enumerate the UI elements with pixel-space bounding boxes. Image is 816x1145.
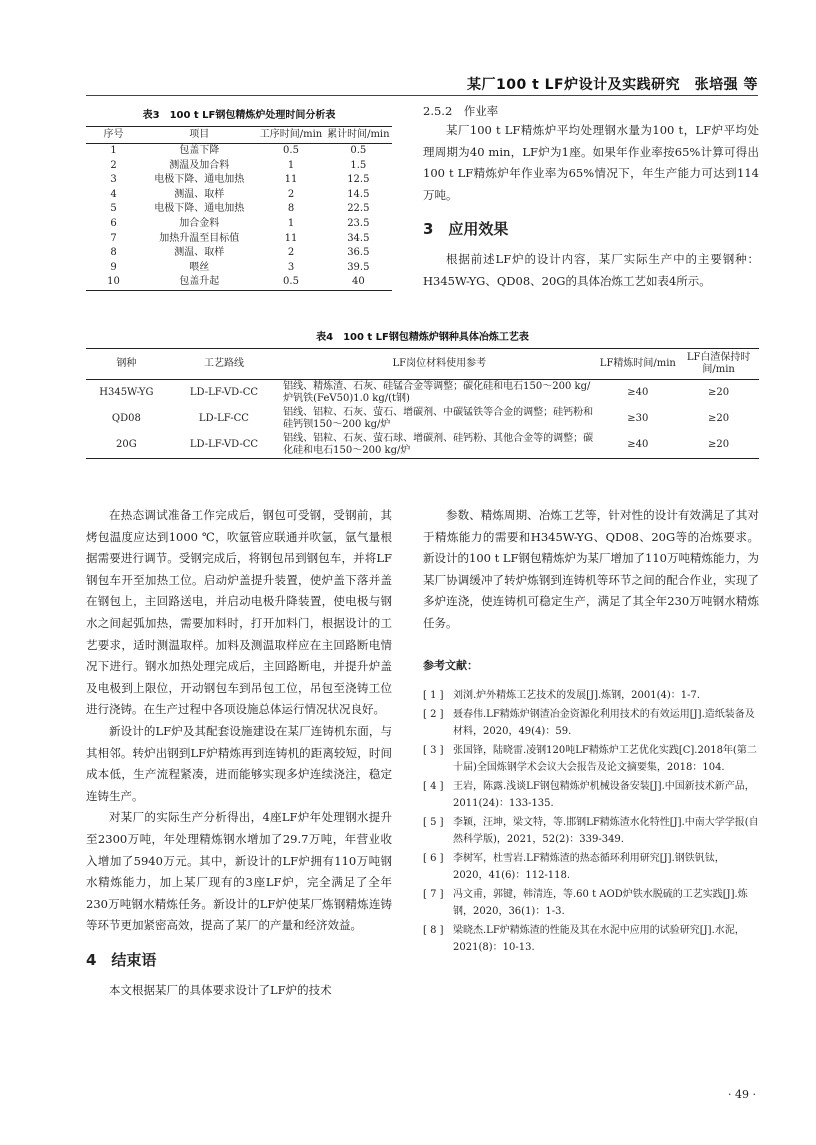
- table4-header-cell: 工艺路线: [167, 349, 281, 380]
- table3-cell: 39.5: [347, 261, 370, 273]
- reference-text: 聂春伟.LF精炼炉钢渣冶金资源化利用技术的有效运用[J].造纸装备及材料，2020，49(4)：59.: [453, 708, 755, 737]
- reference-number: [ 3 ]: [423, 744, 444, 756]
- table3: [86, 126, 392, 291]
- table3-cell: 包盖下降: [179, 145, 220, 156]
- table4-cell-white: ≥20: [708, 387, 730, 398]
- table3-caption: 表3 100 t LF钢包精炼炉处理时间分析表: [142, 110, 336, 121]
- table3-cell: 包盖升起: [141, 275, 257, 290]
- reference-text: 李树军，杜雪岩.LF精炼渣的热态循环利用研究[J].钢铁钒钛，2020，41(6)：112-118.: [453, 852, 725, 881]
- table4-cell-materials: 铝线、精炼渣、石灰、硅锰合金等调整；碳化硅和电石150～200 kg/炉钒铁(FeV50)1.0 kg/(t钢): [283, 381, 591, 404]
- left-column-body: [86, 505, 392, 1001]
- table3-cell: 8: [110, 247, 117, 259]
- reference-item: [423, 850, 759, 884]
- reference-number: [ 8 ]: [423, 924, 444, 936]
- table3-cell: 1: [287, 159, 295, 171]
- table3-header-cell: 项目: [141, 127, 257, 144]
- references-list: [423, 687, 759, 956]
- table4-cell-steel: H345W-YG: [99, 387, 154, 398]
- reference-text: 张国锋，陆晓雷.凌钢120吨LF精炼炉工艺优化实践[C].2018年(第二十届)全国炼钢学术会议大会报告及论文摘要集，2018：104.: [453, 744, 757, 773]
- table4-header-cell: LF精炼时间/min: [597, 349, 678, 380]
- reference-text: 刘浏.炉外精炼工艺技术的发展[J].炼钢，2001(4)：1-7.: [453, 689, 701, 701]
- section-3-title: 3 应用效果: [423, 220, 509, 239]
- table3-cell: 8: [287, 203, 295, 215]
- table4-cell-route: LD-LF-VD-CC: [189, 387, 259, 398]
- body-paragraph: 参数、精炼周期、冶炼工艺等，针对性的设计有效满足了其对于精炼能力的需要和H345W-YG、QD08、20G等的冶炼要求。新设计的100 t LF钢包精炼炉为某厂增加了110万吨精炼能力，为某厂协调缓冲了转炉炼钢到连铸机等环节之间的配合作业，实现了多炉连浇，使连铸机可稳定生产，满足了其全年230万吨钢水精炼任务。: [423, 508, 759, 630]
- right-column-top: [423, 100, 759, 293]
- table3-cell: 9: [110, 261, 117, 273]
- table3-header-cell: 累计时间/min: [325, 127, 392, 144]
- reference-item: [423, 778, 759, 812]
- table4-caption: 表4 100 t LF钢包精炼炉钢种具体冶炼工艺表: [316, 332, 529, 343]
- table3-cell: 2: [110, 159, 117, 171]
- table3-row: [86, 261, 392, 276]
- table3-cell: 5: [110, 203, 117, 215]
- table3-row: [86, 159, 392, 174]
- table3-block: [86, 100, 392, 291]
- table3-cell: 2: [287, 188, 295, 200]
- table4-cell-refine: ≥40: [597, 432, 678, 459]
- table3-cell: 40: [325, 275, 392, 290]
- reference-number: [ 4 ]: [423, 780, 444, 792]
- table4-header-cell: 钢种: [86, 349, 167, 380]
- table3-row: [86, 232, 392, 247]
- table3-cell: 11: [284, 232, 298, 244]
- reference-text: 梁晓杰.LF炉精炼渣的性能及其在水泥中应用的试验研究[J].水泥，2021(8)：10-13.: [453, 924, 745, 953]
- body-paragraph: 新设计的LF炉及其配套设施建设在某厂连铸机东面，与其相邻。转炉出钢到LF炉精炼再到连铸机的距离较短，时间成本低，生产流程紧凑，进而能够实现多炉连续浇注，稳定连铸生产。: [86, 723, 392, 803]
- reference-item: [423, 706, 759, 740]
- reference-number: [ 1 ]: [423, 689, 444, 701]
- table3-row: [86, 275, 392, 290]
- table3-cell: 7: [110, 232, 117, 244]
- table3-cell: 0.5: [283, 145, 299, 156]
- table3-cell: 14.5: [347, 188, 370, 200]
- table4-cell-white: ≥20: [708, 413, 730, 424]
- table4-cell-steel: 20G: [86, 432, 167, 459]
- table3-row: [86, 173, 392, 188]
- body-paragraph: 在热态调试准备工作完成后，钢包可受钢，受钢前，其烤包温度应达到1000 ℃，吹氩管应联通并吹氩，氩气量根据需要进行调节。受钢完成后，将钢包吊到钢包车，并将LF钢包车开至加热工位。启动炉盖提升装置，使炉盖下落并盖在钢包上，主回路送电，并启动电极升降装置，使电极与钢水之间起弧加热，需要加料时，打开加料门，根据设计的工艺要求，适时测温取样。加料及测温取样应在主回路断电情况下进行。钢水加热处理完成后，主回路断电，并提升炉盖及电极到上限位，开动钢包车到吊包工位，吊包至浇铸工位进行浇铸。在生产过程中各项设施总体运行情况状况良好。: [86, 508, 392, 717]
- table3-cell: 测温、取样: [174, 188, 225, 200]
- table3-cell: 6: [110, 217, 117, 229]
- table4-row: [86, 432, 759, 459]
- reference-number: [ 7 ]: [423, 888, 444, 900]
- reference-number: [ 2 ]: [423, 708, 444, 720]
- reference-text: 冯文甫，郭键，韩清连，等.60 t AOD炉铁水脱硫的工艺实践[J].炼钢，2020，36(1)：1-3.: [453, 888, 748, 917]
- section-2-5-2-title: 2.5.2 作业率: [423, 104, 499, 118]
- body-paragraph: 本文根据某厂的具体要求设计了LF炉的技术: [109, 982, 332, 997]
- table3-cell: 加热升温至目标值: [159, 232, 240, 244]
- references-title: 参考文献：: [423, 658, 478, 672]
- table3-cell: 23.5: [347, 217, 370, 229]
- table3-cell: 1.5: [350, 159, 367, 171]
- table3-row: [86, 188, 392, 203]
- table3-header-cell: 序号: [86, 127, 141, 144]
- table3-cell: 4: [110, 188, 117, 200]
- section-3-paragraph: 根据前述LF炉的设计内容，某厂实际生产中的主要钢种：H345W-YG、QD08、20G的具体冶炼工艺如表4所示。: [423, 252, 759, 288]
- table3-cell: 22.5: [347, 203, 370, 215]
- reference-text: 王岩，陈露.浅谈LF钢包精炼炉机械设备安装[J].中国新技术新产品，2011(24)：133-135.: [453, 780, 755, 809]
- table4-cell-white: ≥20: [678, 432, 759, 459]
- table3-cell: 0.5: [257, 275, 324, 290]
- table4-cell-route: LD-LF-VD-CC: [167, 432, 281, 459]
- table3-cell: 11: [284, 174, 298, 186]
- reference-item: [423, 742, 759, 776]
- table3-cell: 12.5: [347, 174, 370, 186]
- section-2-5-2-paragraph: 某厂100 t LF精炼炉平均处理钢水量为100 t，LF炉平均处理周期为40 min，LF炉为1座。如果年作业率按65%计算可得出100 t LF精炼炉年作业率为65%情况下，年生产能力可达到114万吨。: [423, 123, 759, 202]
- table3-cell: 3: [110, 174, 117, 186]
- table4-block: [86, 322, 759, 459]
- reference-item: [423, 814, 759, 848]
- table4-cell-materials: 铝线、铝粒、石灰、萤石球、增碳剂、硅钙粉、其他合金等的调整；碳化硅和电石150～200 kg/炉: [281, 432, 597, 459]
- header-rule: [86, 95, 758, 96]
- right-column-body: [423, 505, 759, 958]
- table3-cell: 36.5: [347, 247, 370, 259]
- table4-body: [86, 380, 759, 459]
- table3-cell: 2: [287, 247, 295, 259]
- table3-cell: 测温及加合料: [169, 159, 230, 171]
- table4-row: [86, 380, 759, 407]
- table3-cell: 加合金料: [179, 217, 220, 229]
- table3-row: [86, 144, 392, 159]
- table3-body: [86, 144, 392, 291]
- reference-number: [ 5 ]: [423, 816, 444, 828]
- table3-cell: 1: [287, 217, 295, 229]
- table4-header-cell: LF岗位材料使用参考: [281, 349, 597, 380]
- table3-cell: 10: [86, 275, 141, 290]
- table3-cell: 3: [287, 261, 295, 273]
- table3-cell: 电极下降、通电加热: [154, 203, 245, 215]
- table3-cell: 1: [110, 145, 117, 156]
- table4-cell-refine: ≥30: [627, 413, 649, 424]
- table3-row: [86, 246, 392, 261]
- table3-row: [86, 217, 392, 232]
- reference-text: 李颖，汪坤，梁文特，等.邯钢LF精炼渣水化特性[J].中南大学学报(自然科学版)，2021，52(2)：339-349.: [453, 816, 759, 845]
- reference-number: [ 6 ]: [423, 852, 444, 864]
- table3-cell: 喂丝: [189, 261, 210, 273]
- table3-cell: 34.5: [347, 232, 370, 244]
- reference-item: [423, 886, 759, 920]
- reference-item: [423, 922, 759, 956]
- table4-cell-refine: ≥40: [627, 387, 649, 398]
- running-header: 某厂100 t LF炉设计及实践研究 张培强 等: [466, 77, 758, 93]
- table3-cell: 电极下降、通电加热: [154, 174, 245, 186]
- section-4-title: 4 结束语: [86, 950, 157, 969]
- table3-row: [86, 202, 392, 217]
- table4: [86, 348, 759, 459]
- table3-cell: 0.5: [350, 145, 367, 156]
- page-number: · 49 ·: [728, 1088, 756, 1101]
- table4-header-cell: LF白渣保持时间/min: [678, 349, 759, 380]
- table4-cell-steel: QD08: [111, 413, 141, 424]
- table4-row: [86, 406, 759, 432]
- table4-cell-route: LD-LF-CC: [198, 413, 249, 424]
- table4-cell-materials: 铝线、铝粒、石灰、萤石、增碳剂、中碳锰铁等合金的调整；硅钙粉和硅钙钡150～200 kg/炉: [283, 407, 594, 430]
- body-paragraph: 对某厂的实际生产分析得出，4座LF炉年处理钢水提升至2300万吨，年处理精炼钢水增加了29.7万吨，年营业收入增加了5940万元。其中，新设计的LF炉拥有110万吨钢水精炼能力，加上某厂现有的3座LF炉，完全满足了全年230万吨钢水精炼任务。新设计的LF炉使某厂炼钢精炼连铸等环节更加紧密高效，提高了某厂的产量和经济效益。: [86, 810, 392, 933]
- reference-item: [423, 687, 759, 704]
- table3-cell: 测温、取样: [174, 247, 225, 259]
- table3-header-cell: 工序时间/min: [257, 127, 324, 144]
